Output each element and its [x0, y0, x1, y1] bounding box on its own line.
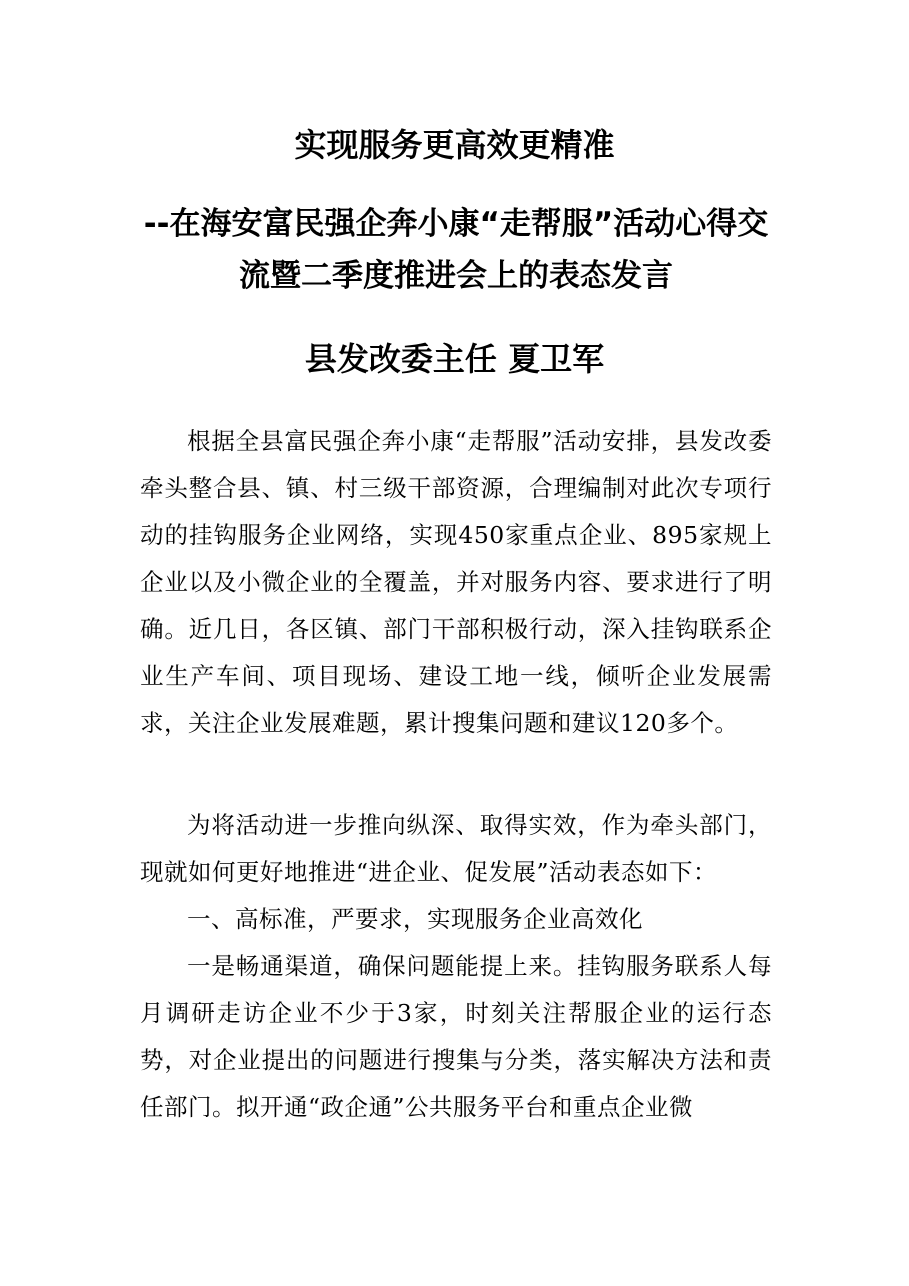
document-title: 实现服务更高效更精准: [294, 126, 615, 164]
section-heading-1: 一、高标准，严要求，实现服务企业高效化: [187, 905, 643, 933]
paragraph-2: 为将活动进一步推向纵深、取得实效，作为牵头部门，现就如何更好地推进“进企业、促发展”活动表态如下：: [140, 811, 772, 886]
document-subtitle: --在海安富民强企奔小康“走帮服”活动心得交流暨二季度推进会上的表态发言: [143, 206, 769, 294]
paragraph-1: 根据全县富民强企奔小康“走帮服”活动安排，县发改委牵头整合县、镇、村三级干部资源，合理编制对此次专项行动的挂钩服务企业网络，实现450家重点企业、895家规上企业以及小微企业的全覆盖，并对服务内容、要求进行了明确。近几日，各区镇、部门干部积极行动，深入挂钩联系企业生产车间、项目现场、建设工地一线，倾听企业发展需求，关注企业发展难题，累计搜集问题和建议120多个。: [140, 427, 772, 737]
paragraph-3: 一是畅通渠道，确保问题能提上来。挂钩服务联系人每月调研走访企业不少于3家，时刻关注帮服企业的运行态势，对企业提出的问题进行搜集与分类，落实解决方法和责任部门。拟开通“政企通”公共服务平台和重点企业微: [140, 952, 772, 1121]
document-author: 县发改委主任 夏卫军: [304, 340, 605, 378]
